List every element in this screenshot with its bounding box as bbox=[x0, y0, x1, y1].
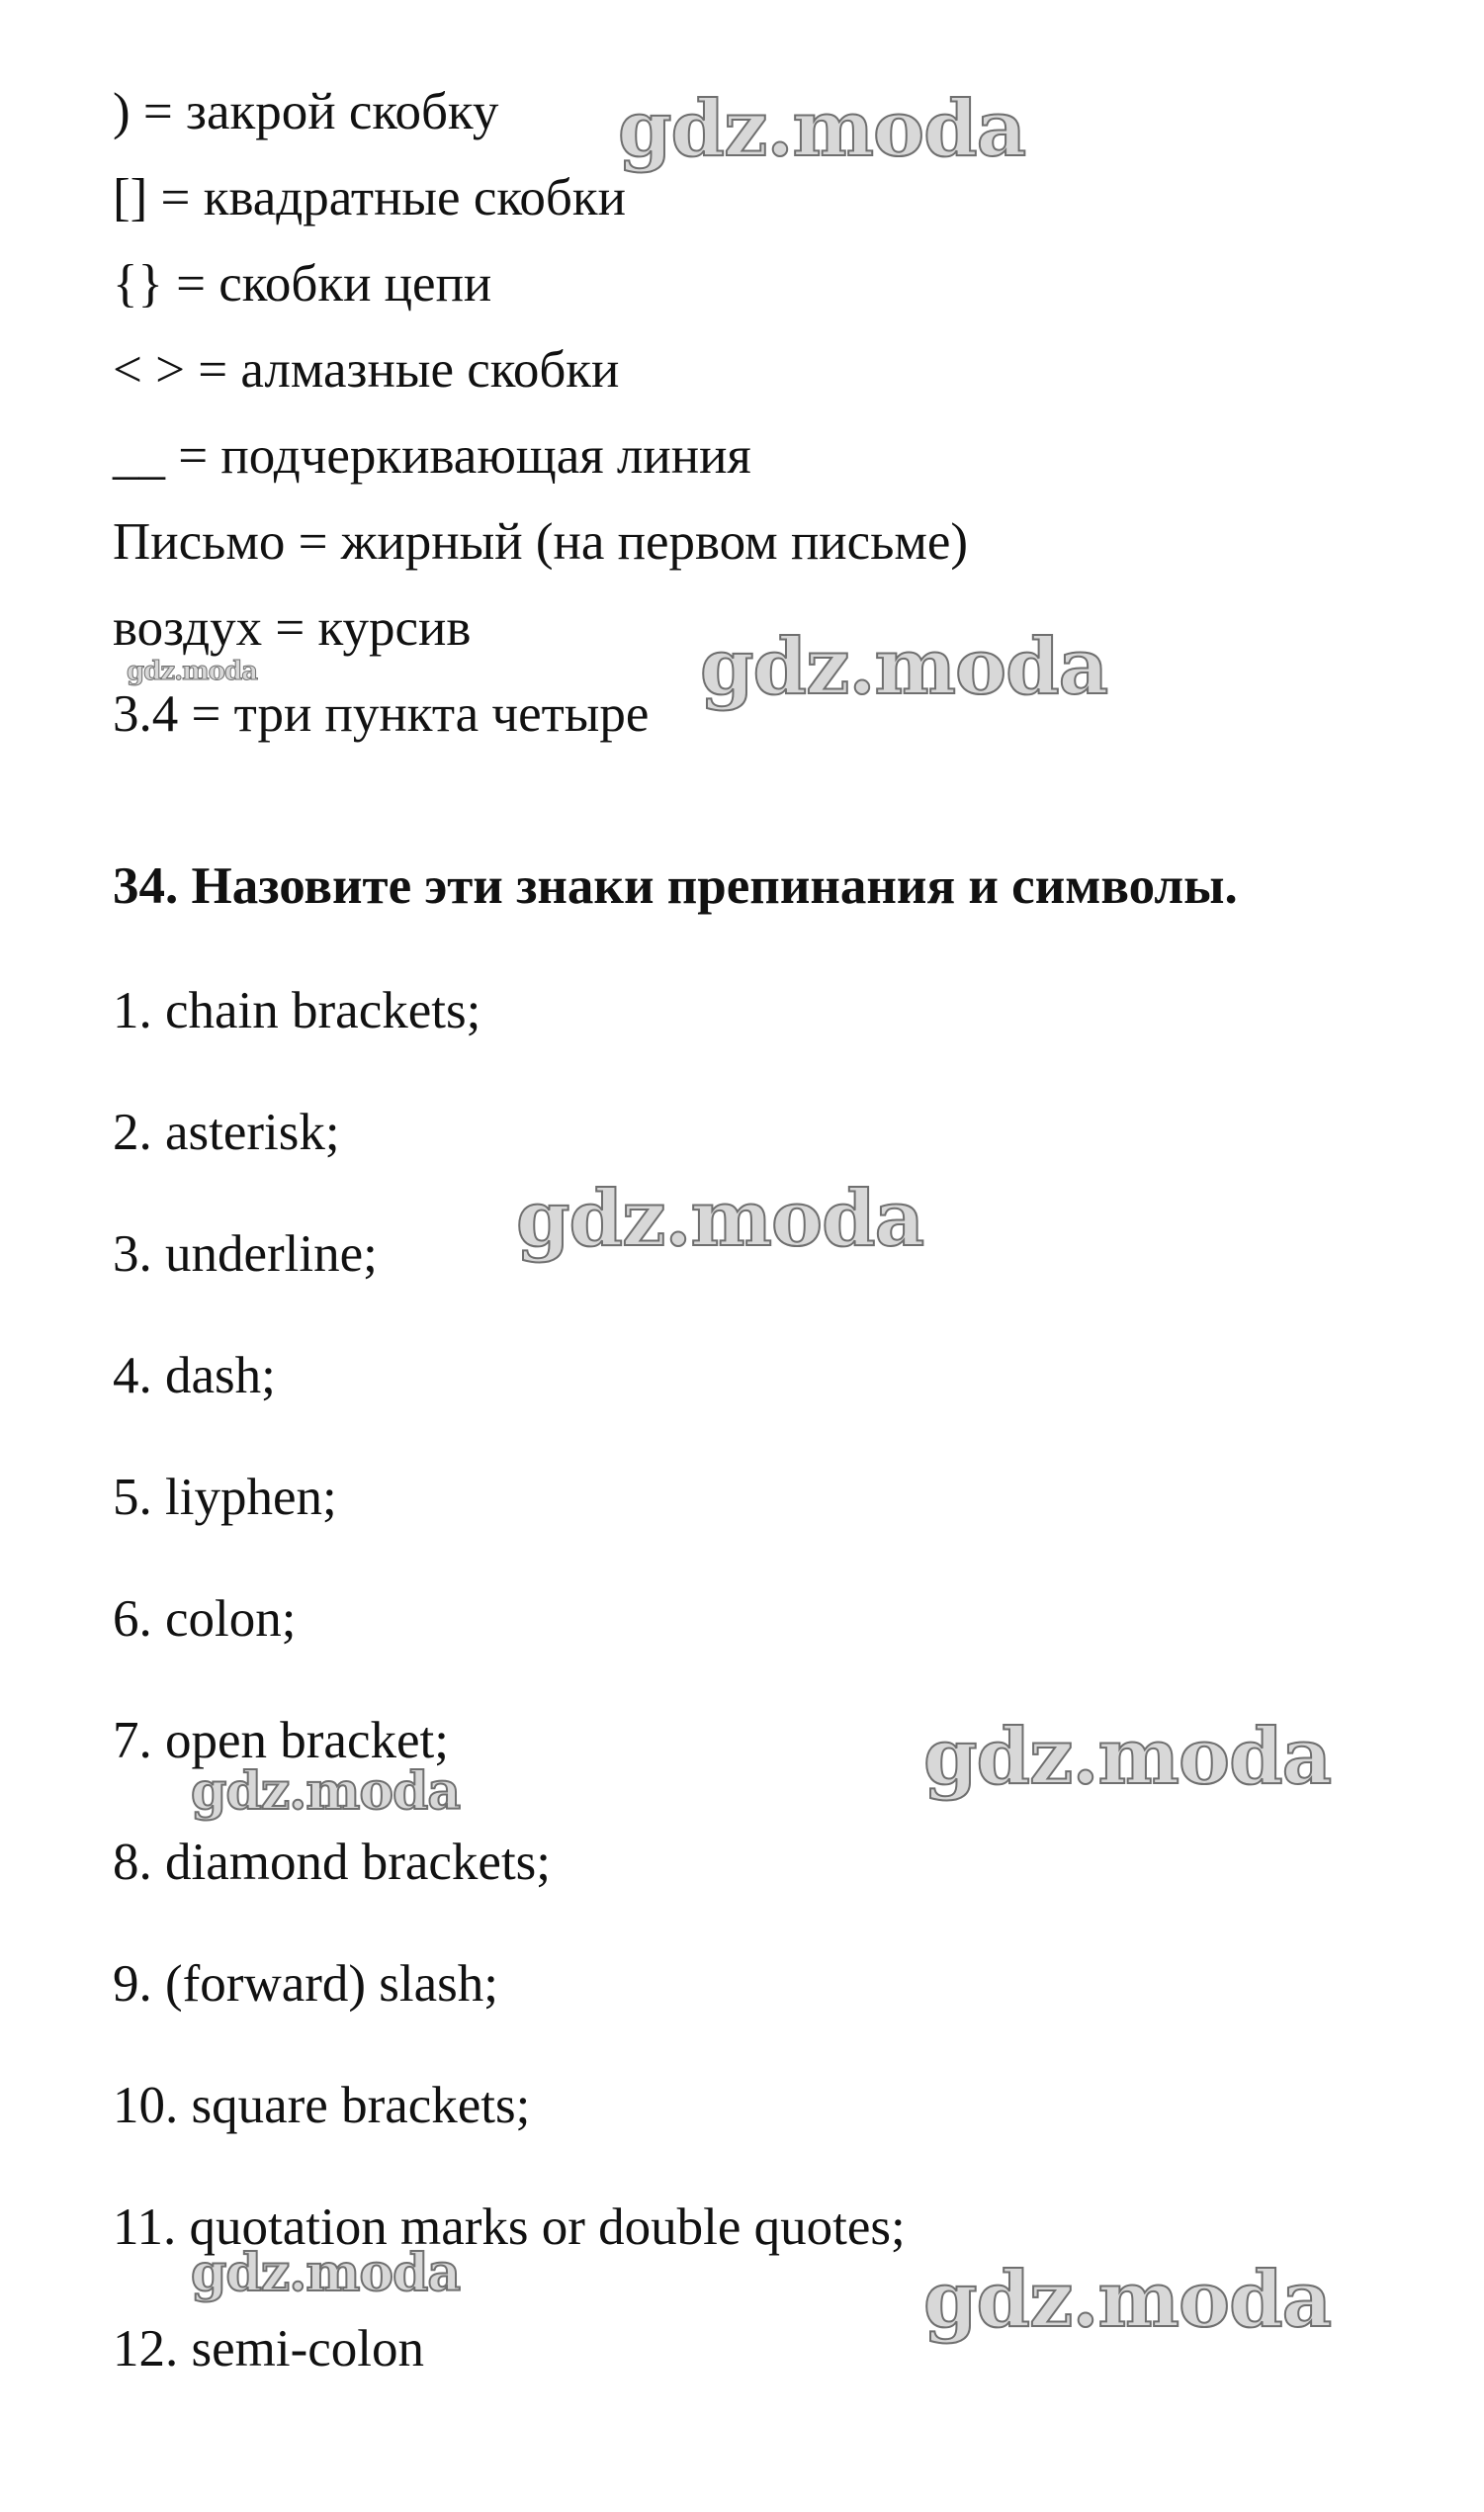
legend-line-square-brackets: [] = квадратные скобки bbox=[113, 169, 626, 226]
answer-item: 7. open bracket; bbox=[113, 1712, 449, 1769]
legend-line-underline: __ = подчеркивающая линия bbox=[113, 427, 751, 485]
answer-item: 12. semi-colon bbox=[113, 2320, 424, 2377]
exercise-heading: 34. Назовите эти знаки препинания и символы. bbox=[113, 857, 1238, 915]
legend-line-chain-brackets: {} = скобки цепи bbox=[113, 255, 492, 313]
answer-item: 8. diamond brackets; bbox=[113, 1834, 552, 1891]
answer-item: 10. square brackets; bbox=[113, 2077, 531, 2134]
answer-item: 6. colon; bbox=[113, 1590, 297, 1648]
watermark-logo: gdz.moda bbox=[923, 1712, 1332, 1802]
watermark-logo: gdz.moda bbox=[516, 1174, 924, 1264]
answer-item: 11. quotation marks or double quotes; bbox=[113, 2198, 906, 2256]
answer-item: 1. chain brackets; bbox=[113, 982, 481, 1039]
watermark-logo: gdz.moda bbox=[700, 622, 1108, 712]
legend-line-diamond-brackets: < > = алмазные скобки bbox=[113, 341, 620, 399]
answer-item: 2. asterisk; bbox=[113, 1104, 340, 1161]
answer-item: 3. underline; bbox=[113, 1225, 378, 1283]
answer-item: 9. (forward) slash; bbox=[113, 1955, 499, 2013]
legend-line-italic: воздух = курсив bbox=[113, 599, 472, 657]
watermark-logo: gdz.moda bbox=[127, 657, 258, 686]
watermark-logo: gdz.moda bbox=[618, 84, 1026, 174]
legend-line-close-bracket: ) = закрой скобку bbox=[113, 83, 499, 140]
watermark-logo: gdz.moda bbox=[191, 1761, 461, 1822]
legend-line-bold: Письмо = жирный (на первом письме) bbox=[113, 513, 969, 571]
watermark-logo: gdz.moda bbox=[923, 2255, 1332, 2345]
legend-line-decimal: 3.4 = три пункта четыре bbox=[113, 685, 650, 743]
watermark-logo: gdz.moda bbox=[191, 2243, 461, 2303]
answer-item: 5. liyphen; bbox=[113, 1469, 337, 1526]
answer-item: 4. dash; bbox=[113, 1347, 276, 1404]
